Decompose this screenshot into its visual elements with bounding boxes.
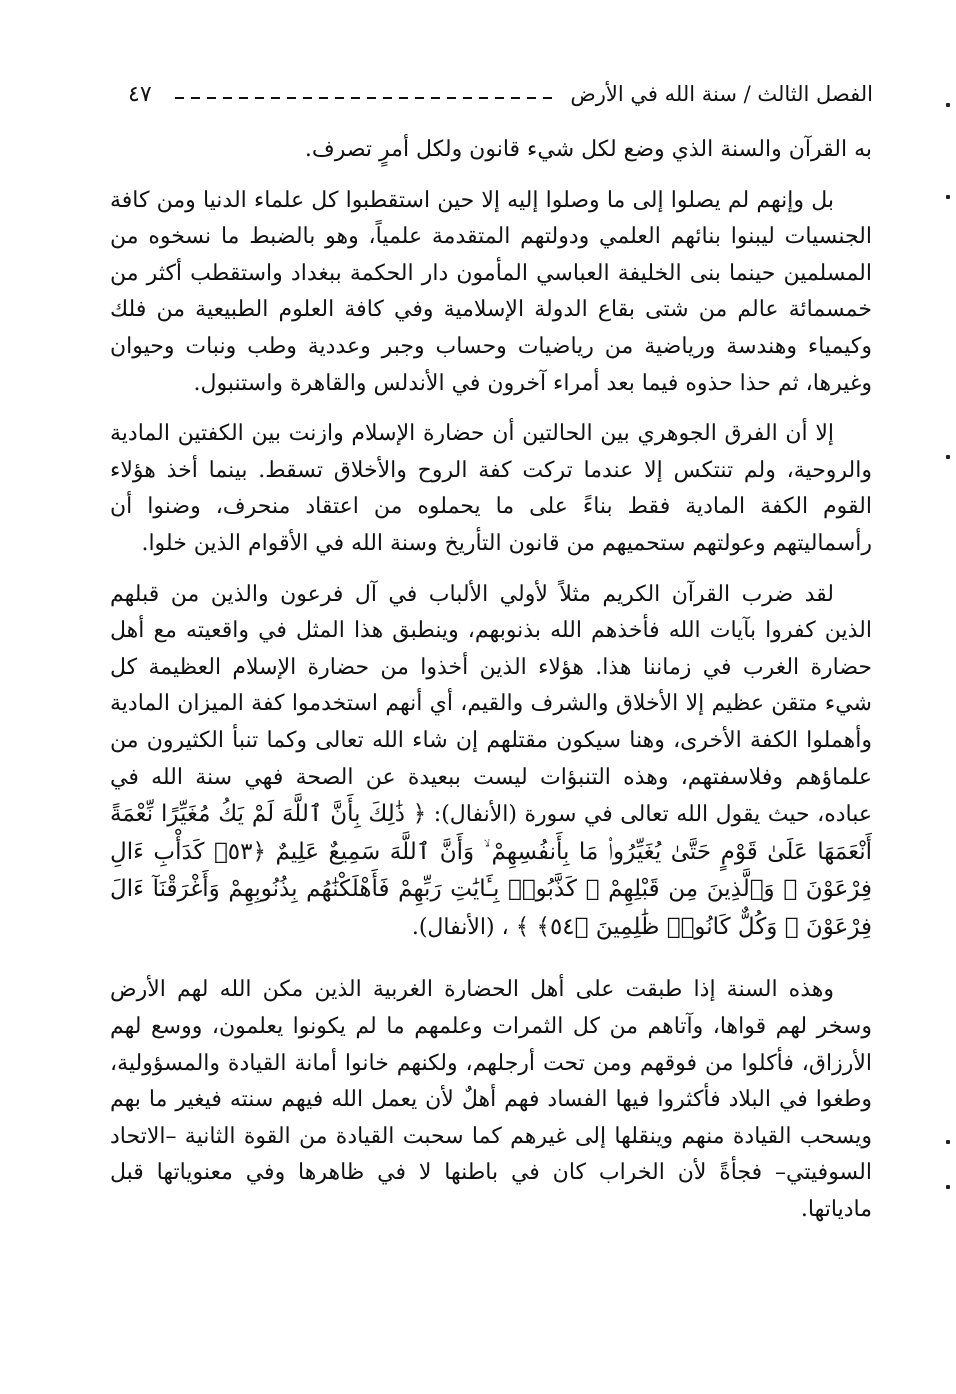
running-header — [128, 72, 873, 116]
chapter-title: الفصل الثالث / سنة الله في الأرض — [570, 82, 873, 106]
quran-verse: ﴿ ذَٰلِكَ بِأَنَّ ٱللَّهَ لَمْ يَكُ مُغَيِّرًا نِّعْمَةً أَنْعَمَهَا عَلَىٰ قَوْمٍ حَتَّىٰ يُغَيِّرُوا۟ مَا بِأَنفُسِهِمْ ۙ وَأَنَّ ٱللَّهَ سَمِيعٌ عَلِيمٌ ﴿٥٣﴾ كَدَأْبِ ءَالِ فِرْعَوْنَ ۙ وَٱلَّذِينَ مِن قَبْلِهِمْ ۚ كَذَّبُوا۟ بِـَٔايَٰتِ رَبِّهِمْ فَأَهْلَكْنَٰهُم بِذُنُوبِهِمْ وَأَغْرَقْنَآ ءَالَ فِرْعَوْنَ ۚ وَكُلٌّ كَانُوا۟ ظَٰلِمِينَ ﴿٥٤﴾ ﴾ — [110, 801, 872, 940]
paragraph-3: إلا أن الفرق الجوهري بين الحالتين أن حضارة الإسلام وازنت بين الكفتين المادية والروحية، ولم تنتكس إلا عندما تركت كفة الروح والأخلاق تسقط. بينما أخذ هؤلاء القوم الكفة المادية فقط بناءً على ما يحملوه من اعتقاد منحرف، وضنوا أن رأسماليتهم وعولتهم ستحميهم من قانون التأريخ وسنة الله في الأقوام الذين خلوا. — [110, 421, 872, 556]
margin-mark — [946, 1140, 950, 1144]
page-number: ٤٧ — [128, 81, 152, 107]
margin-mark — [946, 1185, 950, 1189]
verse-source: ، (الأنفال). — [411, 914, 509, 940]
paragraph-5: وهذه السنة إذا طبقت على أهل الحضارة الغربية الذين مكن الله لهم الأرض وسخر لهم قواها، وآتاهم من كل الثمرات وعلمهم ما لم يكونوا يعلمون، ووسع لهم الأرزاق، فأكلوا من فوقهم ومن تحت أرجلهم، ولكنهم خانوا أمانة القيادة والمسؤولية، وطغوا في البلاد فأكثروا فيها الفساد فهم أهلٌ لأن يعمل الله فيهم سنته فيغير ما بهم ويسحب القيادة منهم وينقلها إلى غيرهم كما سحبت القيادة من القوة الثانية –الاتحاد السوفيتي– فجأةً لأن الخراب كان في باطنها لا في ظاهرها وفي معنوياتها قبل مادياتها. — [110, 977, 872, 1223]
paragraph-2: بل وإنهم لم يصلوا إلى ما وصلوا إليه إلا حين استقطبوا كل علماء الدنيا ومن كافة الجنسيات ليبنوا بنائهم العلمي ودولتهم المتقدمة علمياً، وهو بالضبط ما نسخوه من المسلمين حينما بنى الخليفة العباسي المأمون دار الحكمة ببغداد واستقطب أكثر من خمسمائة عالم من شتى بقاع الدولة الإسلامية وفي كافة العلوم الطبيعية من فلك وكيمياء وهندسة ورياضية من رياضيات وحساب وجبر وعددية وطب ونبات وحيوان وغيرها، ثم حذا حذوه فيما بعد أمراء آخرون في الأندلس والقاهرة واستنبول. — [110, 187, 872, 396]
margin-mark — [946, 103, 950, 107]
paragraph-4 — [110, 577, 872, 947]
body-text — [110, 132, 872, 1243]
margin-mark — [946, 455, 950, 459]
margin-mark — [946, 195, 950, 199]
paragraph-4-text: لقد ضرب القرآن الكريم مثلاً لأولي الألباب في آل فرعون والذين من قبلهم الذين كفروا بآيات الله فأخذهم الله بذنوبهم، وينطبق هذا المثل في واقعيته مع أهل حضارة الغرب في زماننا هذا. هؤلاء الذين أخذوا من حضارة الإسلام العظيمة كل شيء متقن عظيم إلا الأخلاق والشرف والقيم، أي أنهم استخدموا كفة الميزان المادية وأهملوا الكفة الأخرى، وهنا سيكون مقتلهم إن شاء الله تعالى وكما تنبأ الكثيرون من علماؤهم وفلاسفتهم، وهذه التنبؤات ليست ببعيدة عن الصحة فهي سنة الله في عباده، حيث يقول الله تعالى في سورة (الأنفال): — [110, 581, 873, 828]
dotted-leader — [168, 97, 555, 99]
paragraph-1: به القرآن والسنة الذي وضع لكل شيء قانون ولكل أمرٍ تصرف. — [304, 137, 872, 162]
